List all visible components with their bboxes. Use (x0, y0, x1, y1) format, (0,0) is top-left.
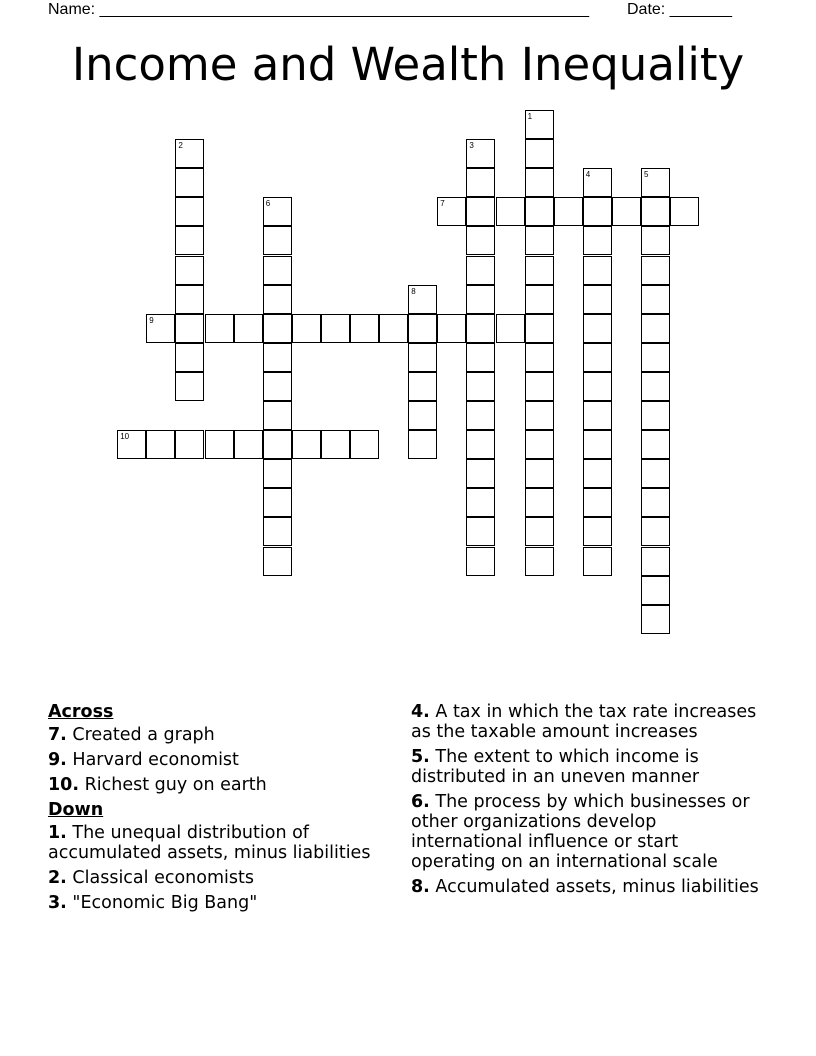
crossword-cell[interactable] (466, 372, 495, 401)
crossword-cell[interactable] (525, 314, 554, 343)
clue-down-1 (48, 823, 403, 863)
cell-clue-number: 1 (527, 112, 533, 121)
crossword-cell[interactable] (466, 226, 495, 255)
clue-number: 2. (48, 868, 67, 888)
crossword-cell[interactable] (466, 517, 495, 546)
crossword-cell[interactable] (583, 168, 612, 197)
across-heading: Across (48, 702, 114, 722)
crossword-cell[interactable] (525, 110, 554, 139)
crossword-cell[interactable] (641, 168, 670, 197)
crossword-cell[interactable] (583, 343, 612, 372)
crossword-cell[interactable] (350, 430, 379, 459)
crossword-cell[interactable] (466, 168, 495, 197)
down-heading: Down (48, 800, 104, 820)
clue-number: 1. (48, 823, 67, 843)
crossword-cell[interactable] (466, 488, 495, 517)
clue-text: Created a graph (72, 725, 215, 745)
clue-across-10 (48, 775, 403, 795)
crossword-cell[interactable] (641, 343, 670, 372)
crossword-cell[interactable] (466, 139, 495, 168)
crossword-cell[interactable] (583, 517, 612, 546)
crossword-cell[interactable] (525, 547, 554, 576)
cell-clue-number: 7 (440, 199, 445, 209)
crossword-cell[interactable] (408, 314, 437, 343)
crossword-cell[interactable] (641, 430, 670, 459)
crossword-cell[interactable] (234, 314, 263, 343)
crossword-cell[interactable] (641, 459, 670, 488)
crossword-cell[interactable] (641, 488, 670, 517)
crossword-cell[interactable] (525, 372, 554, 401)
crossword-cell[interactable] (408, 343, 437, 372)
cell-clue-number: 3 (469, 141, 474, 151)
crossword-cell[interactable] (292, 430, 321, 459)
crossword-cell[interactable] (263, 517, 292, 546)
crossword-cell[interactable] (525, 197, 554, 226)
clue-number: 6. (411, 792, 430, 812)
crossword-cell[interactable] (408, 401, 437, 430)
crossword-cell[interactable] (583, 197, 612, 226)
crossword-cell[interactable] (466, 256, 495, 285)
crossword-cell[interactable] (466, 285, 495, 314)
date-field[interactable]: Date: _______ (627, 1, 732, 18)
cell-clue-number: 5 (644, 170, 649, 180)
crossword-cell[interactable] (583, 256, 612, 285)
crossword-cell[interactable] (379, 314, 408, 343)
crossword-cell[interactable] (408, 372, 437, 401)
clue-down-5 (411, 747, 761, 787)
crossword-cell[interactable] (525, 517, 554, 546)
clue-text: Classical economists (72, 868, 254, 888)
clue-number: 4. (411, 702, 430, 722)
clue-text: "Economic Big Bang" (72, 893, 258, 913)
crossword-cell[interactable] (205, 314, 234, 343)
crossword-cell[interactable] (496, 197, 525, 226)
crossword-cell[interactable] (525, 168, 554, 197)
clue-text: The extent to which income is distributed in an uneven manner (411, 747, 700, 787)
clue-down-6 (411, 792, 761, 872)
clue-down-8 (411, 877, 761, 897)
crossword-cell[interactable] (525, 285, 554, 314)
crossword-cell[interactable] (263, 343, 292, 372)
crossword-cell[interactable] (146, 314, 175, 343)
crossword-cell[interactable] (175, 314, 204, 343)
crossword-cell[interactable] (525, 139, 554, 168)
crossword-cell[interactable] (583, 488, 612, 517)
clue-text: A tax in which the tax rate increases as the taxable amount increases (411, 702, 757, 742)
crossword-cell[interactable] (554, 197, 583, 226)
clue-across-7 (48, 725, 403, 745)
cell-clue-number: 4 (585, 170, 591, 180)
clue-text: Harvard economist (72, 750, 239, 770)
cell-clue-number: 8 (411, 286, 416, 296)
crossword-cell[interactable] (205, 430, 234, 459)
crossword-cell[interactable] (641, 576, 670, 605)
crossword-cell[interactable] (321, 430, 350, 459)
crossword-cell[interactable] (234, 430, 263, 459)
cell-clue-number: 2 (178, 141, 183, 151)
crossword-cell[interactable] (466, 459, 495, 488)
crossword-cell[interactable] (641, 401, 670, 430)
crossword-cell[interactable] (146, 430, 175, 459)
crossword-cell[interactable] (437, 314, 466, 343)
crossword-cell[interactable] (175, 285, 204, 314)
clue-number: 3. (48, 893, 67, 913)
crossword-cell[interactable] (350, 314, 379, 343)
crossword-cell[interactable] (525, 343, 554, 372)
crossword-cell[interactable] (641, 372, 670, 401)
crossword-cell[interactable] (466, 314, 495, 343)
crossword-cell[interactable] (466, 547, 495, 576)
crossword-cell[interactable] (612, 197, 641, 226)
crossword-cell[interactable] (641, 197, 670, 226)
crossword-cell[interactable] (466, 343, 495, 372)
cell-clue-number: 6 (265, 199, 271, 209)
crossword-cell[interactable] (263, 488, 292, 517)
clue-number: 8. (411, 877, 430, 897)
crossword-cell[interactable] (175, 343, 204, 372)
crossword-cell[interactable] (583, 430, 612, 459)
clue-number: 10. (48, 775, 80, 795)
clue-down-4 (411, 702, 761, 742)
crossword-cell[interactable] (583, 314, 612, 343)
crossword-cell[interactable] (263, 547, 292, 576)
crossword-cell[interactable] (175, 139, 204, 168)
crossword-cell[interactable] (641, 547, 670, 576)
clue-text: Richest guy on earth (84, 775, 267, 795)
crossword-cell[interactable] (263, 430, 292, 459)
clue-down-3 (48, 893, 403, 913)
crossword-cell[interactable] (175, 197, 204, 226)
crossword-cell[interactable] (525, 401, 554, 430)
crossword-cell[interactable] (263, 401, 292, 430)
crossword-cell[interactable] (466, 430, 495, 459)
crossword-cell[interactable] (583, 285, 612, 314)
crossword-cell[interactable] (263, 226, 292, 255)
page-title: Income and Wealth Inequality (71, 38, 745, 91)
clue-number: 9. (48, 750, 67, 770)
crossword-cell[interactable] (263, 314, 292, 343)
clue-down-2 (48, 868, 403, 888)
clue-text: The unequal distribution of accumulated assets, minus liabilities (48, 823, 371, 863)
crossword-cell[interactable] (583, 401, 612, 430)
crossword-cell[interactable] (641, 605, 670, 634)
clues-right-column (411, 702, 761, 902)
crossword-cell[interactable] (321, 314, 350, 343)
crossword-cell[interactable] (466, 401, 495, 430)
crossword-cell[interactable] (525, 226, 554, 255)
crossword-cell[interactable] (496, 314, 525, 343)
crossword-cell[interactable] (263, 285, 292, 314)
crossword-cell[interactable] (641, 226, 670, 255)
crossword-cell[interactable] (583, 459, 612, 488)
clue-number: 7. (48, 725, 67, 745)
name-field[interactable]: Name: _______________________________________________________ (48, 1, 589, 18)
crossword-cell[interactable] (175, 430, 204, 459)
crossword-cell[interactable] (525, 256, 554, 285)
cell-clue-number: 10 (120, 432, 130, 442)
crossword-cell[interactable] (263, 459, 292, 488)
clues-left-column (48, 702, 403, 918)
crossword-cell[interactable] (175, 168, 204, 197)
crossword-cell[interactable] (117, 430, 146, 459)
crossword-cell[interactable] (408, 430, 437, 459)
clue-across-9 (48, 750, 403, 770)
crossword-cell[interactable] (175, 256, 204, 285)
crossword-cell[interactable] (525, 459, 554, 488)
crossword-cell[interactable] (263, 256, 292, 285)
crossword-cell[interactable] (263, 372, 292, 401)
crossword-cell[interactable] (641, 285, 670, 314)
crossword-cell[interactable] (437, 197, 466, 226)
crossword-cell[interactable] (525, 430, 554, 459)
crossword-cell[interactable] (583, 547, 612, 576)
clue-text: The process by which businesses or other organizations develop international influence or start operating on an international scale (411, 792, 750, 872)
crossword-cell[interactable] (583, 372, 612, 401)
crossword-cell[interactable] (408, 285, 437, 314)
crossword-cell[interactable] (641, 314, 670, 343)
clue-number: 5. (411, 747, 430, 767)
cell-clue-number: 9 (149, 315, 154, 325)
crossword-cell[interactable] (175, 226, 204, 255)
crossword-cell[interactable] (466, 197, 495, 226)
crossword-cell[interactable] (525, 488, 554, 517)
crossword-cell[interactable] (263, 197, 292, 226)
crossword-cell[interactable] (670, 197, 699, 226)
crossword-cell[interactable] (175, 372, 204, 401)
crossword-cell[interactable] (583, 226, 612, 255)
crossword-cell[interactable] (641, 517, 670, 546)
crossword-cell[interactable] (292, 314, 321, 343)
crossword-cell[interactable] (641, 256, 670, 285)
clue-text: Accumulated assets, minus liabilities (435, 877, 759, 897)
